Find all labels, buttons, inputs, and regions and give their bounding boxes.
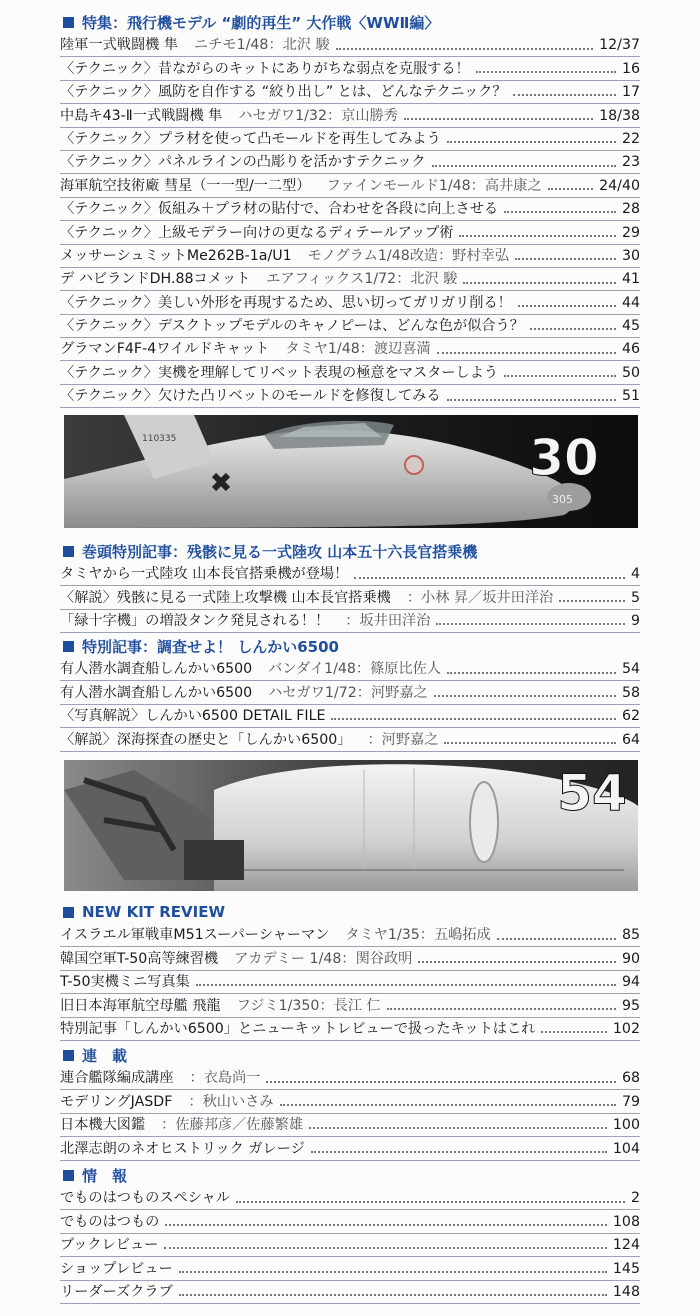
- toc-entry: [60, 361, 640, 384]
- toc-entry: [60, 1234, 640, 1257]
- entry-title: 旧日本海軍航空母艦 飛龍: [60, 997, 221, 1014]
- toc-entry: [60, 994, 640, 1017]
- toc-entry: [60, 268, 640, 291]
- dot-leader: [179, 1263, 607, 1273]
- entry-title: ショップレビュー: [60, 1260, 173, 1277]
- entry-title: モデリングJASDF: [60, 1093, 173, 1110]
- page-number: 28: [621, 201, 640, 218]
- page-number: 68: [621, 1070, 640, 1087]
- section-heading: 情 報: [60, 1163, 640, 1187]
- nose-code-label: 305: [552, 493, 573, 506]
- dot-leader: [548, 180, 593, 190]
- entry-credit: ：河野嘉之: [367, 731, 439, 748]
- page-number: 100: [612, 1117, 640, 1134]
- toc-entry: [60, 151, 640, 174]
- page-number: 50: [621, 364, 640, 381]
- entry-credit: ニチモ1/48：北沢 駿: [194, 37, 330, 54]
- dot-leader: [280, 1096, 616, 1106]
- page-number: 9: [630, 613, 640, 630]
- toc-entry: [60, 245, 640, 268]
- entry-title: ブックレビュー: [60, 1237, 159, 1254]
- toc-entry: [60, 705, 640, 728]
- tail-code-label: 110335: [142, 434, 177, 444]
- page-number: 46: [621, 341, 640, 358]
- toc-entry: [60, 128, 640, 151]
- entry-title: 〈テクニック〉プラ材を使って凸モールドを再生してみよう: [60, 130, 441, 147]
- page-number: 30: [621, 247, 640, 264]
- dot-leader: [354, 569, 625, 579]
- toc-entry: [60, 1090, 640, 1113]
- dot-leader: [387, 1000, 616, 1010]
- entry-credit: ：小林 昇／坂井田洋治: [406, 589, 554, 606]
- toc-entry: [60, 1018, 640, 1041]
- page-number-label: 54: [557, 764, 627, 822]
- page-number: 58: [621, 684, 640, 701]
- aircraft-photo: [64, 415, 638, 528]
- entry-title: でものはつもの: [60, 1213, 160, 1230]
- page-number: 79: [621, 1093, 640, 1110]
- toc-entry: [60, 1067, 640, 1090]
- entry-credit: タミヤ1/35：五嶋拓成: [345, 927, 491, 944]
- section-heading: 特別記事：調査せよ！ しんかい6500: [60, 634, 640, 658]
- page-number: 5: [630, 589, 640, 606]
- entry-credit: タミヤ1/48：渡辺喜満: [285, 341, 431, 358]
- entry-title: 連合艦隊編成講座: [60, 1070, 174, 1087]
- entry-title: メッサーシュミットMe262B-1a/U1: [60, 247, 292, 264]
- toc-entry: [60, 971, 640, 994]
- section-special-article: [60, 539, 640, 633]
- dot-leader: [418, 953, 616, 963]
- dot-leader: [331, 710, 615, 720]
- entry-title: 陸軍一式戦闘機 隼: [60, 37, 179, 54]
- entry-title: 〈テクニック〉仮組み＋プラ材の貼付で、合わせを各段に向上させる: [60, 201, 499, 218]
- toc-entry: [60, 1281, 640, 1304]
- toc-entry: [60, 586, 640, 609]
- entry-credit: エアフィックス1/72：北沢 駿: [266, 271, 458, 288]
- page-number: 2: [630, 1190, 640, 1207]
- section-heading: NEW KIT REVIEW: [60, 900, 640, 924]
- entry-title: T-50実機ミニ写真集: [60, 974, 190, 991]
- section-new-kit-review: [60, 900, 640, 1041]
- entry-title: グラマンF4F-4ワイルドキャット: [60, 341, 270, 358]
- dot-leader: [497, 930, 616, 940]
- dot-leader: [518, 297, 616, 307]
- page-number: 23: [621, 154, 640, 171]
- entry-title: 〈テクニック〉欠けた凸リベットのモールドを修復してみる: [60, 388, 441, 405]
- toc-entry: [60, 1187, 640, 1210]
- entry-title: 〈テクニック〉実機を理解してリベット表現の極意をマスターしよう: [60, 364, 499, 381]
- entry-credit: ハセガワ1/32：京山勝秀: [238, 107, 398, 124]
- toc-entry: [60, 174, 640, 197]
- toc-entry: [60, 1257, 640, 1280]
- dot-leader: [459, 227, 616, 237]
- entry-title: 〈テクニック〉風防を自作する “絞り出し” とは、どんなテクニック？: [60, 84, 507, 101]
- submersible-photo: [64, 760, 638, 891]
- toc-entry: [60, 1137, 640, 1160]
- dot-leader: [513, 86, 616, 96]
- entry-title: 〈テクニック〉デスクトップモデルのキャノピーは、どんな色が似合う？: [60, 318, 524, 335]
- toc-entry: [60, 610, 640, 633]
- entry-title: 中島キ43-Ⅱ一式戦闘機 隼: [60, 107, 223, 124]
- dot-leader: [164, 1239, 607, 1249]
- dot-leader: [559, 592, 625, 602]
- square-bullet-icon: [63, 546, 74, 557]
- entry-title: 韓国空軍T-50高等練習機: [60, 950, 219, 967]
- page-number: 41: [621, 271, 640, 288]
- section-heading: 巻頭特別記事：残骸に見る一式陸攻 山本五十六長官搭乗機: [60, 539, 640, 563]
- toc-entry: [60, 34, 640, 57]
- toc-entry: [60, 947, 640, 970]
- dot-leader: [515, 250, 616, 260]
- entry-title: デ ハビランドDH.88コメット: [60, 271, 251, 288]
- dot-leader: [504, 203, 616, 213]
- entry-credit: ハセガワ1/72：河野嘉之: [268, 684, 428, 701]
- page-number: 64: [621, 731, 640, 748]
- page-number: 24/40: [599, 177, 640, 194]
- entry-title: タミヤから一式陸攻 山本長官搭乗機が登場！: [60, 566, 349, 583]
- toc-entry: [60, 385, 640, 408]
- page-number: 54: [621, 661, 640, 678]
- entry-credit: フジミ1/350：長江 仁: [236, 997, 381, 1014]
- dot-leader: [444, 734, 616, 744]
- dot-leader: [476, 63, 616, 73]
- entry-title: 有人潜水調査船しんかい6500: [60, 661, 253, 678]
- page-number: 148: [612, 1283, 640, 1300]
- dot-leader: [266, 1073, 615, 1083]
- dot-leader: [165, 1216, 607, 1226]
- entry-title: 〈テクニック〉昔ながらのキットにありがちな弱点を克服する！: [60, 60, 470, 77]
- toc-entry: [60, 563, 640, 586]
- entry-title: 日本機大図鑑: [60, 1117, 146, 1134]
- entry-title: イスラエル軍戦車M51スーパーシャーマン: [60, 927, 330, 944]
- toc-entry: [60, 104, 640, 127]
- toc-entry: [60, 291, 640, 314]
- toc-entry: [60, 221, 640, 244]
- section-feature: [60, 10, 640, 408]
- section-heading: 特集：飛行機モデル “劇的再生” 大作戦〈WWⅡ編〉: [60, 10, 640, 34]
- page-number: 90: [621, 950, 640, 967]
- square-bullet-icon: [63, 17, 74, 28]
- entry-title: 〈テクニック〉上級モデラー向けの更なるディテールアップ術: [60, 224, 454, 241]
- toc-entry: [60, 338, 640, 361]
- dot-leader: [309, 1119, 607, 1129]
- dot-leader: [196, 976, 616, 986]
- entry-credit: ：佐藤邦彦／佐藤繁雄: [161, 1117, 304, 1134]
- page-number: 145: [612, 1260, 640, 1277]
- entry-credit: ：秋山いさみ: [188, 1093, 274, 1110]
- page-number: 104: [612, 1140, 640, 1157]
- entry-credit: バンダイ1/48：篠原比佐人: [268, 661, 442, 678]
- page-number: 95: [621, 997, 640, 1014]
- dot-leader: [530, 320, 616, 330]
- dot-leader: [432, 157, 616, 167]
- dot-leader: [434, 687, 616, 697]
- entry-title: 海軍航空技術廠 彗星（一一型/一二型）: [60, 177, 311, 194]
- dot-leader: [447, 133, 616, 143]
- dot-leader: [463, 274, 615, 284]
- entry-title: 〈テクニック〉美しい外形を再現するため、思い切ってガリガリ削る！: [60, 294, 512, 311]
- section-info: [60, 1163, 640, 1304]
- page-number-label: 30: [529, 429, 599, 487]
- page-number: 62: [621, 708, 640, 725]
- entry-credit: ：衣島尚一: [189, 1070, 261, 1087]
- entry-credit: アカデミー 1/48：関谷政明: [234, 950, 413, 967]
- dot-leader: [236, 1193, 625, 1203]
- entry-title: 有人潜水調査船しんかい6500: [60, 684, 253, 701]
- toc-entry: [60, 728, 640, 751]
- toc-entry: [60, 81, 640, 104]
- page-number: 94: [621, 974, 640, 991]
- toc-entry: [60, 658, 640, 681]
- toc-entry: [60, 315, 640, 338]
- page-number: 16: [621, 60, 640, 77]
- toc-entry: [60, 57, 640, 80]
- dot-leader: [541, 1023, 607, 1033]
- toc-entry: [60, 1210, 640, 1233]
- page-number: 17: [621, 84, 640, 101]
- entry-title: 〈写真解説〉しんかい6500 DETAIL FILE: [60, 708, 326, 725]
- toc-entry: [60, 198, 640, 221]
- section-serial: [60, 1043, 640, 1161]
- page-number: 44: [621, 294, 640, 311]
- toc-entry: [60, 924, 640, 947]
- toc-entry: [60, 681, 640, 704]
- entry-title: 〈テクニック〉パネルラインの凸彫りを活かすテクニック: [60, 154, 426, 171]
- page-number: 108: [612, 1213, 640, 1230]
- dot-leader: [179, 1286, 607, 1296]
- entry-title: リーダーズクラブ: [60, 1283, 173, 1300]
- toc-entry: [60, 1114, 640, 1137]
- square-bullet-icon: [63, 641, 74, 652]
- entry-title: 特別記事「しんかい6500」とニューキットレビューで扱ったキットはこれ: [60, 1020, 536, 1037]
- page-number: 85: [621, 927, 640, 944]
- entry-credit: モノグラム1/48改造：野村幸弘: [307, 247, 510, 264]
- page-number: 29: [621, 224, 640, 241]
- entry-title: 「緑十字機」の増設タンク発見される！！: [60, 613, 330, 630]
- entry-title: 北澤志朗のネオヒストリック ガレージ: [60, 1140, 305, 1157]
- page-number: 124: [612, 1237, 640, 1254]
- dot-leader: [504, 367, 616, 377]
- page-number: 51: [621, 388, 640, 405]
- section-shinkai: [60, 634, 640, 752]
- section-heading: 連 載: [60, 1043, 640, 1067]
- dot-leader: [447, 664, 616, 674]
- dot-leader: [404, 110, 593, 120]
- square-bullet-icon: [63, 1170, 74, 1181]
- entry-title: でものはつものスペシャル: [60, 1190, 230, 1207]
- dot-leader: [437, 344, 616, 354]
- dot-leader: [336, 40, 593, 50]
- dot-leader: [311, 1143, 607, 1153]
- entry-credit: ：坂井田洋治: [345, 613, 431, 630]
- square-bullet-icon: [63, 907, 74, 918]
- dot-leader: [447, 391, 616, 401]
- page-number: 45: [621, 318, 640, 335]
- page-number: 22: [621, 130, 640, 147]
- page-number: 18/38: [599, 107, 640, 124]
- entry-title: 〈解説〉深海探査の歴史と「しんかい6500」: [60, 731, 352, 748]
- page-number: 12/37: [599, 37, 640, 54]
- square-bullet-icon: [63, 1050, 74, 1061]
- page-number: 102: [612, 1020, 640, 1037]
- entry-credit: ファインモールド1/48：高井康之: [326, 177, 542, 194]
- entry-title: 〈解説〉残骸に見る一式陸上攻撃機 山本長官搭乗機: [60, 589, 391, 606]
- dot-leader: [436, 615, 625, 625]
- page-number: 4: [630, 566, 640, 583]
